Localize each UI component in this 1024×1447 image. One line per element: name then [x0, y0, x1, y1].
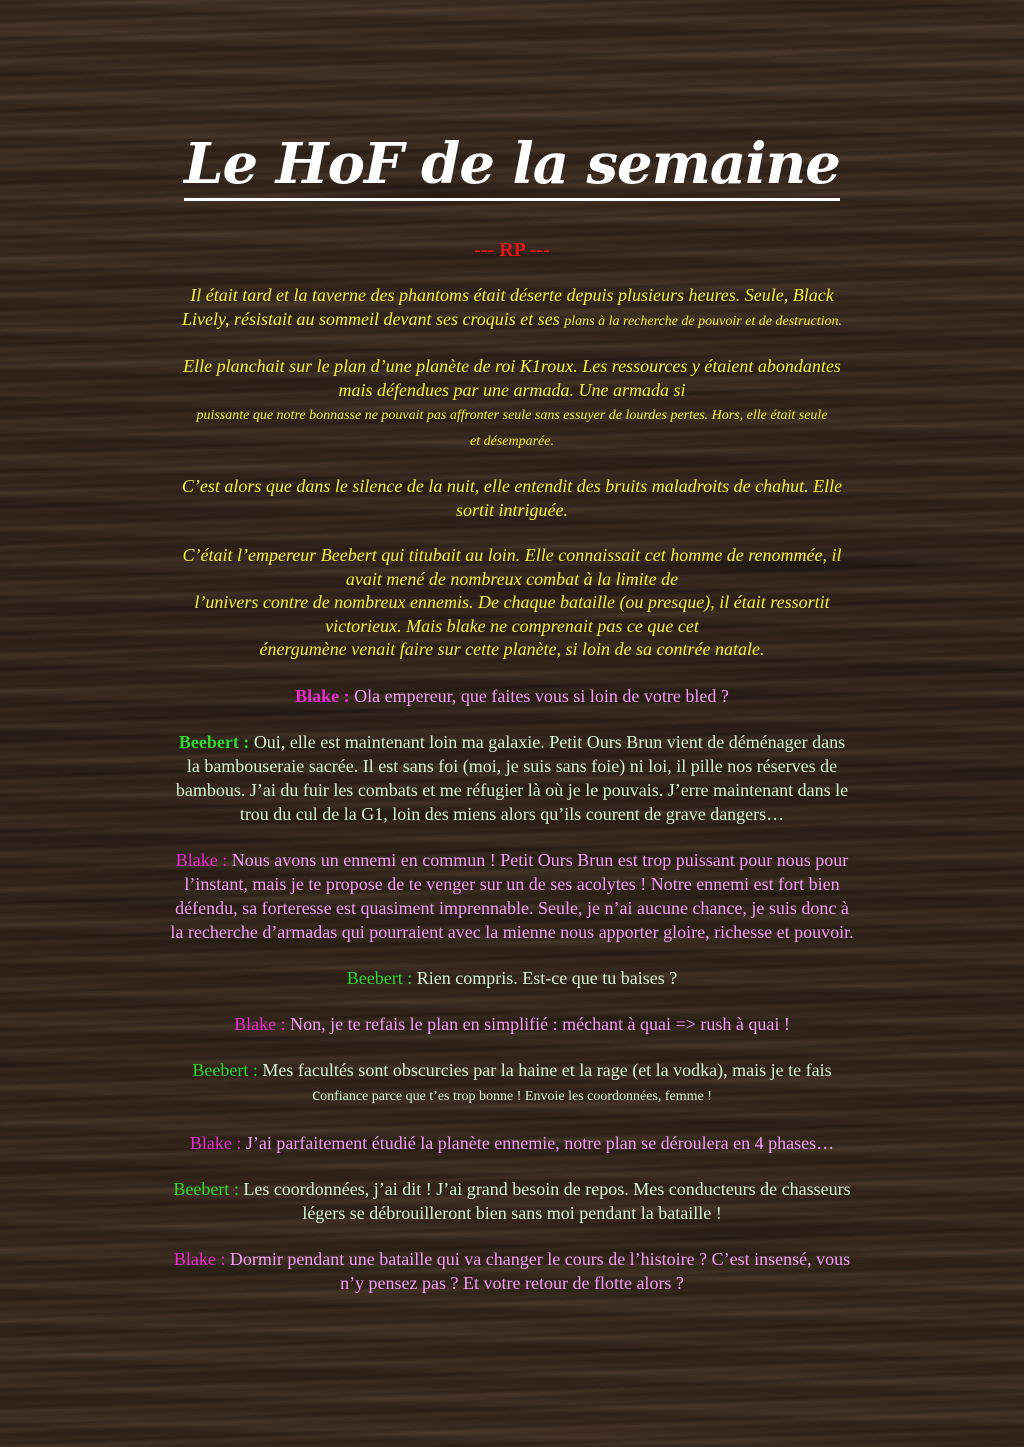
dialogue-line [100, 1177, 924, 1225]
page-title-text: Le HoF de la semaine [184, 132, 840, 201]
dialogue-text: trou du cul de la G1, loin des miens alors qu’ils courent de grave dangers… [239, 803, 785, 824]
narration-text: C’est alors que dans le silence de la nuit, elle entendit des bruits maladroits de chahut. Elle [181, 476, 843, 497]
speaker-name: Beebert : [173, 1178, 239, 1199]
narration-text-small: et désemparée. [470, 433, 554, 449]
dialogue-text: Dormir pendant une bataille qui va changer le cours de l’histoire ? C’est insensé, vous [225, 1248, 851, 1269]
spacer [100, 662, 924, 684]
dialogue-text: J’ai parfaitement étudié la planète ennemie, notre plan se déroulera en 4 phases… [241, 1132, 835, 1153]
spacer [100, 1109, 924, 1131]
dialogue-text: la bambouseraie sacrée. Il est sans foi (moi, je suis sans foie) ni loi, il pille nos réserves de [186, 755, 838, 776]
dialogue-line [100, 1012, 924, 1036]
narration-text-small: puissante que notre bonnasse ne pouvait pas affronter seule sans essuyer de lourdes pertes. Hors, elle était seule [196, 408, 828, 424]
dialogue-text: Rien compris. Est-ce que tu baises ? [412, 967, 678, 988]
narration-text: Lively, résistait au sommeil devant ses croquis et ses [181, 308, 565, 329]
spacer [100, 1155, 924, 1177]
narration-text: sortit intriguée. [456, 499, 568, 520]
spacer [100, 990, 924, 1012]
speaker-name: Blake : [175, 849, 228, 870]
speaker-name: Blake : [189, 1132, 242, 1153]
dialogue-line [100, 1131, 924, 1155]
narration-paragraph [100, 544, 924, 662]
dialogue-text: Les coordonnées, j’ai dit ! J’ai grand besoin de repos. Mes conducteurs de chasseurs [238, 1178, 851, 1199]
narration-text: Elle planchait sur le plan d’une planète de roi K1roux. Les ressources y étaient abondantes [183, 356, 841, 377]
dialogue-text: n’y pensez pas ? Et votre retour de flotte alors ? [340, 1272, 684, 1293]
dialogue-line [100, 966, 924, 990]
narration-text: victorieux. Mais blake ne comprenait pas ce que cet [325, 615, 699, 636]
spacer [100, 333, 924, 355]
speaker-name: Blake : [173, 1248, 226, 1269]
speaker-name: Blake : [234, 1013, 286, 1034]
spacer [100, 1225, 924, 1247]
narration-paragraph [100, 284, 924, 333]
dialogue-text: Nous avons un ennemi en commun ! Petit Ours Brun est trop puissant pour nous pour [227, 849, 849, 870]
narration-text: C’était l’empereur Beebert qui titubait au loin. Elle connaissait cet homme de renommée, il [182, 545, 842, 566]
spacer [100, 708, 924, 730]
dialogue-text: la recherche d’armadas qui pourraient avec la mienne nous apporter gloire, richesse et pouvoir. [170, 921, 854, 942]
narration-paragraph [100, 355, 924, 453]
narration-text: Il était tard et la taverne des phantoms était déserte depuis plusieurs heures. Seule, Black [190, 285, 834, 306]
dialogue-line [100, 684, 924, 708]
spacer [100, 522, 924, 544]
dialogue-text: Non, je te refais le plan en simplifié : méchant à quai => rush à quai ! [285, 1013, 790, 1034]
dialogue-block [100, 684, 924, 1295]
dialogue-text: Oui, elle est maintenant loin ma galaxie. Petit Ours Brun vient de déménager dans [249, 731, 846, 752]
narration-text: avait mené de nombreux combat à la limite de [345, 568, 679, 589]
document-page [100, 0, 924, 1295]
narration-text: énergumène venait faire sur cette planète, si loin de sa contrée natale. [259, 639, 765, 660]
narration-paragraph [100, 475, 924, 522]
speaker-name: Blake : [295, 685, 350, 706]
dialogue-text: Ola empereur, que faites vous si loin de votre bled ? [349, 685, 729, 706]
spacer [100, 1036, 924, 1058]
spacer [100, 262, 924, 284]
dialogue-text: bambous. J’ai du fuir les combats et me réfugier là où je le pouvais. J’erre maintenant dans le [175, 779, 849, 800]
narration-text-small: plans à la recherche de pouvoir et de destruction. [564, 313, 843, 329]
speaker-name: Beebert : [346, 967, 413, 988]
narration-block [100, 284, 924, 684]
narration-text: mais défendues par une armada. Une armada si [338, 379, 686, 400]
dialogue-text: défendu, sa forteresse est quasiment imprennable. Seule, je n’ai aucune chance, je suis donc à [175, 897, 849, 918]
dialogue-line [100, 730, 924, 826]
dialogue-line [100, 848, 924, 944]
spacer [100, 453, 924, 475]
dialogue-line [100, 1247, 924, 1295]
section-heading: --- RP --- [474, 239, 550, 262]
dialogue-text: Mes facultés sont obscurcies par la haine et la rage (et la vodka), mais je te fais [257, 1059, 832, 1080]
page-title [100, 132, 924, 201]
dialogue-text: l’instant, mais je te propose de te venger sur un de ses acolytes ! Notre ennemi est fort bien [184, 873, 840, 894]
dialogue-text-small: onfiance parce que t’es trop bonne ! Envoie les coordonnées, femme ! [320, 1088, 712, 1104]
spacer [100, 944, 924, 966]
dialogue-line [100, 1058, 924, 1109]
speaker-name: Beebert : [192, 1059, 258, 1080]
narration-text: l’univers contre de nombreux ennemis. De chaque bataille (ou presque), il était ressortit [194, 592, 830, 613]
dialogue-text: c [312, 1083, 321, 1104]
speaker-name: Beebert : [178, 731, 250, 752]
spacer [100, 826, 924, 848]
dialogue-text: légers se débrouilleront bien sans moi pendant la bataille ! [302, 1202, 722, 1223]
